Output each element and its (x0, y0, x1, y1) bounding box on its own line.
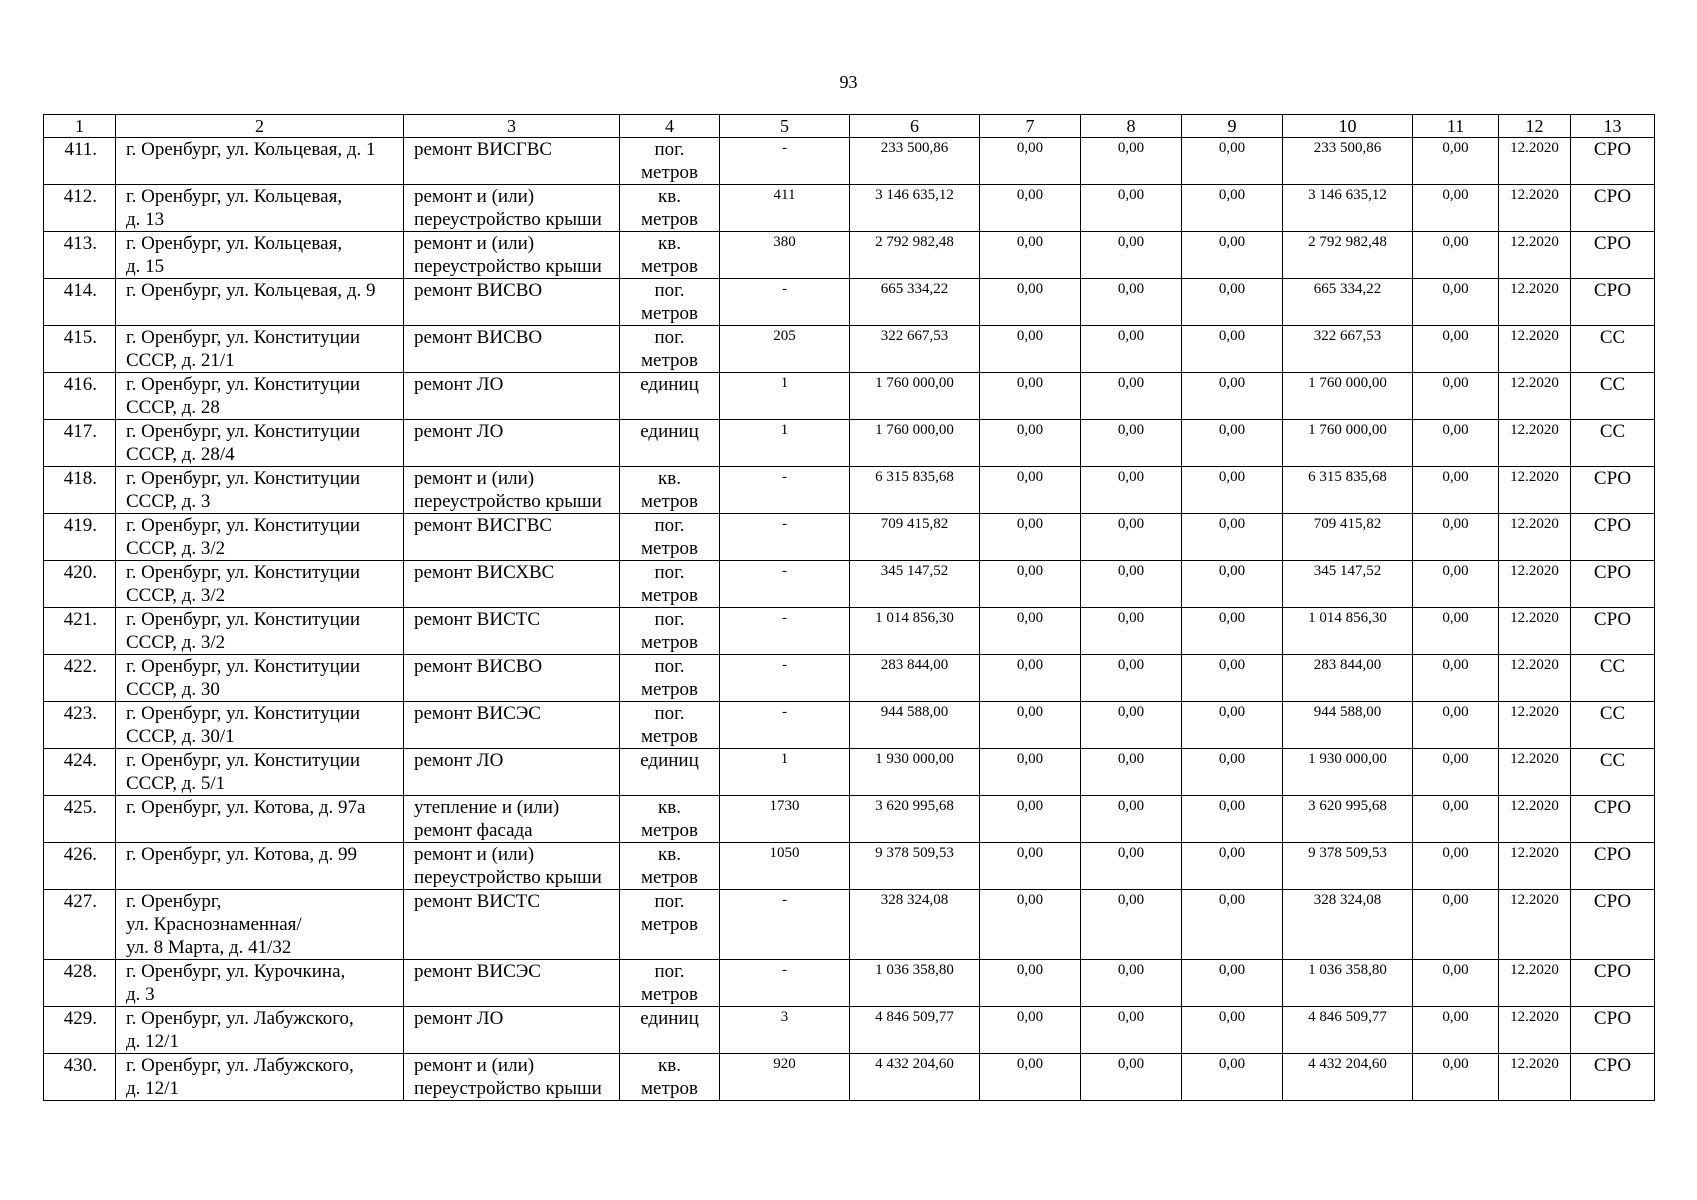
row-number: 423. (44, 702, 116, 749)
cost-col10-cell: 2 792 982,48 (1283, 232, 1413, 279)
cost-col11-cell: 0,00 (1413, 960, 1499, 1007)
cost-col9-cell: 0,00 (1182, 749, 1283, 796)
completion-date-cell: 12.2020 (1499, 561, 1571, 608)
cost-col10-cell: 6 315 835,68 (1283, 467, 1413, 514)
completion-date-cell: 12.2020 (1499, 960, 1571, 1007)
address-cell: г. Оренбург, ул. Конституции СССР, д. 3/2 (116, 514, 404, 561)
work-type-cell: утепление и (или) ремонт фасада (404, 796, 620, 843)
unit-cell: пог. метров (620, 138, 720, 185)
volume-cell: 1 (720, 420, 850, 467)
cost-col11-cell: 0,00 (1413, 749, 1499, 796)
address-cell: г. Оренбург, ул. Конституции СССР, д. 3/2 (116, 561, 404, 608)
column-header-8: 8 (1081, 115, 1182, 138)
unit-cell: пог. метров (620, 702, 720, 749)
cost-col9-cell: 0,00 (1182, 702, 1283, 749)
unit-cell: пог. метров (620, 890, 720, 960)
cost-col9-cell: 0,00 (1182, 608, 1283, 655)
table-row (44, 138, 1655, 185)
cost-col10-cell: 944 588,00 (1283, 702, 1413, 749)
row-number: 427. (44, 890, 116, 960)
completion-date-cell: 12.2020 (1499, 749, 1571, 796)
volume-cell: - (720, 467, 850, 514)
cost-col11-cell: 0,00 (1413, 890, 1499, 960)
funding-source-cell: СРО (1571, 232, 1655, 279)
total-cost-cell: 283 844,00 (850, 655, 980, 702)
unit-cell: единиц (620, 420, 720, 467)
work-type-cell: ремонт и (или) переустройство крыши (404, 185, 620, 232)
cost-col8-cell: 0,00 (1081, 1007, 1182, 1054)
cost-col9-cell: 0,00 (1182, 655, 1283, 702)
unit-cell: кв. метров (620, 1054, 720, 1101)
cost-col11-cell: 0,00 (1413, 467, 1499, 514)
row-number: 426. (44, 843, 116, 890)
cost-col10-cell: 322 667,53 (1283, 326, 1413, 373)
cost-col8-cell: 0,00 (1081, 514, 1182, 561)
cost-col7-cell: 0,00 (980, 749, 1081, 796)
cost-col8-cell: 0,00 (1081, 608, 1182, 655)
cost-col9-cell: 0,00 (1182, 420, 1283, 467)
address-cell: г. Оренбург, ул. Кольцевая, д. 13 (116, 185, 404, 232)
cost-col7-cell: 0,00 (980, 1054, 1081, 1101)
funding-source-cell: СС (1571, 420, 1655, 467)
address-cell: г. Оренбург, ул. Кольцевая, д. 1 (116, 138, 404, 185)
row-number: 425. (44, 796, 116, 843)
funding-source-cell: СРО (1571, 608, 1655, 655)
column-header-1: 1 (44, 115, 116, 138)
cost-col8-cell: 0,00 (1081, 138, 1182, 185)
table-row (44, 1054, 1655, 1101)
cost-col11-cell: 0,00 (1413, 843, 1499, 890)
cost-col10-cell: 4 846 509,77 (1283, 1007, 1413, 1054)
unit-cell: кв. метров (620, 232, 720, 279)
cost-col9-cell: 0,00 (1182, 960, 1283, 1007)
column-header-2: 2 (116, 115, 404, 138)
work-type-cell: ремонт ВИСГВС (404, 514, 620, 561)
cost-col9-cell: 0,00 (1182, 1007, 1283, 1054)
work-type-cell: ремонт ВИСВО (404, 326, 620, 373)
total-cost-cell: 665 334,22 (850, 279, 980, 326)
address-cell: г. Оренбург, ул. Краснознаменная/ ул. 8 Марта, д. 41/32 (116, 890, 404, 960)
table-row (44, 561, 1655, 608)
cost-col9-cell: 0,00 (1182, 514, 1283, 561)
work-type-cell: ремонт ЛО (404, 749, 620, 796)
cost-col8-cell: 0,00 (1081, 796, 1182, 843)
table-row (44, 608, 1655, 655)
work-type-cell: ремонт ВИСГВС (404, 138, 620, 185)
funding-source-cell: СРО (1571, 467, 1655, 514)
table-row (44, 749, 1655, 796)
completion-date-cell: 12.2020 (1499, 467, 1571, 514)
address-cell: г. Оренбург, ул. Конституции СССР, д. 30 (116, 655, 404, 702)
work-type-cell: ремонт и (или) переустройство крыши (404, 843, 620, 890)
completion-date-cell: 12.2020 (1499, 373, 1571, 420)
volume-cell: 1050 (720, 843, 850, 890)
volume-cell: 920 (720, 1054, 850, 1101)
completion-date-cell: 12.2020 (1499, 185, 1571, 232)
row-number: 413. (44, 232, 116, 279)
cost-col10-cell: 328 324,08 (1283, 890, 1413, 960)
cost-col11-cell: 0,00 (1413, 420, 1499, 467)
row-number: 420. (44, 561, 116, 608)
row-number: 422. (44, 655, 116, 702)
cost-col11-cell: 0,00 (1413, 655, 1499, 702)
completion-date-cell: 12.2020 (1499, 890, 1571, 960)
volume-cell: 3 (720, 1007, 850, 1054)
address-cell: г. Оренбург, ул. Лабужского, д. 12/1 (116, 1054, 404, 1101)
volume-cell: - (720, 890, 850, 960)
row-number: 414. (44, 279, 116, 326)
cost-col9-cell: 0,00 (1182, 467, 1283, 514)
volume-cell: 1 (720, 749, 850, 796)
cost-col9-cell: 0,00 (1182, 232, 1283, 279)
cost-col7-cell: 0,00 (980, 514, 1081, 561)
cost-col11-cell: 0,00 (1413, 1007, 1499, 1054)
volume-cell: - (720, 514, 850, 561)
work-type-cell: ремонт ВИСТС (404, 608, 620, 655)
cost-col8-cell: 0,00 (1081, 326, 1182, 373)
total-cost-cell: 944 588,00 (850, 702, 980, 749)
funding-source-cell: СРО (1571, 1007, 1655, 1054)
row-number: 415. (44, 326, 116, 373)
cost-col8-cell: 0,00 (1081, 232, 1182, 279)
cost-col8-cell: 0,00 (1081, 749, 1182, 796)
completion-date-cell: 12.2020 (1499, 1054, 1571, 1101)
table-row (44, 796, 1655, 843)
cost-col10-cell: 1 036 358,80 (1283, 960, 1413, 1007)
cost-col11-cell: 0,00 (1413, 373, 1499, 420)
address-cell: г. Оренбург, ул. Конституции СССР, д. 28 (116, 373, 404, 420)
funding-source-cell: СРО (1571, 514, 1655, 561)
column-header-9: 9 (1182, 115, 1283, 138)
work-type-cell: ремонт и (или) переустройство крыши (404, 232, 620, 279)
completion-date-cell: 12.2020 (1499, 843, 1571, 890)
funding-source-cell: СРО (1571, 1054, 1655, 1101)
cost-col7-cell: 0,00 (980, 561, 1081, 608)
cost-col7-cell: 0,00 (980, 326, 1081, 373)
cost-col7-cell: 0,00 (980, 1007, 1081, 1054)
row-number: 411. (44, 138, 116, 185)
cost-col10-cell: 665 334,22 (1283, 279, 1413, 326)
cost-col7-cell: 0,00 (980, 655, 1081, 702)
cost-col10-cell: 233 500,86 (1283, 138, 1413, 185)
cost-col9-cell: 0,00 (1182, 373, 1283, 420)
cost-col10-cell: 1 930 000,00 (1283, 749, 1413, 796)
work-type-cell: ремонт ВИСВО (404, 279, 620, 326)
table-row (44, 702, 1655, 749)
cost-col10-cell: 4 432 204,60 (1283, 1054, 1413, 1101)
volume-cell: - (720, 279, 850, 326)
cost-col10-cell: 345 147,52 (1283, 561, 1413, 608)
funding-source-cell: СРО (1571, 890, 1655, 960)
cost-col7-cell: 0,00 (980, 467, 1081, 514)
work-type-cell: ремонт ЛО (404, 420, 620, 467)
work-type-cell: ремонт и (или) переустройство крыши (404, 467, 620, 514)
cost-col7-cell: 0,00 (980, 420, 1081, 467)
page-number: 93 (839, 72, 858, 92)
work-type-cell: ремонт ВИСЭС (404, 702, 620, 749)
volume-cell: 380 (720, 232, 850, 279)
cost-col8-cell: 0,00 (1081, 185, 1182, 232)
cost-col9-cell: 0,00 (1182, 185, 1283, 232)
funding-source-cell: СРО (1571, 279, 1655, 326)
total-cost-cell: 1 760 000,00 (850, 420, 980, 467)
volume-cell: 411 (720, 185, 850, 232)
volume-cell: 1730 (720, 796, 850, 843)
cost-col8-cell: 0,00 (1081, 561, 1182, 608)
cost-col8-cell: 0,00 (1081, 467, 1182, 514)
completion-date-cell: 12.2020 (1499, 232, 1571, 279)
cost-col10-cell: 3 620 995,68 (1283, 796, 1413, 843)
table-row (44, 514, 1655, 561)
cost-col7-cell: 0,00 (980, 232, 1081, 279)
unit-cell: кв. метров (620, 843, 720, 890)
address-cell: г. Оренбург, ул. Кольцевая, д. 15 (116, 232, 404, 279)
total-cost-cell: 322 667,53 (850, 326, 980, 373)
cost-col9-cell: 0,00 (1182, 326, 1283, 373)
volume-cell: - (720, 608, 850, 655)
cost-col9-cell: 0,00 (1182, 890, 1283, 960)
volume-cell: - (720, 561, 850, 608)
table-row (44, 467, 1655, 514)
address-cell: г. Оренбург, ул. Конституции СССР, д. 3 (116, 467, 404, 514)
work-type-cell: ремонт ЛО (404, 1007, 620, 1054)
cost-col9-cell: 0,00 (1182, 1054, 1283, 1101)
funding-source-cell: СС (1571, 326, 1655, 373)
row-number: 430. (44, 1054, 116, 1101)
cost-col8-cell: 0,00 (1081, 960, 1182, 1007)
cost-col7-cell: 0,00 (980, 373, 1081, 420)
address-cell: г. Оренбург, ул. Конституции СССР, д. 3/2 (116, 608, 404, 655)
total-cost-cell: 233 500,86 (850, 138, 980, 185)
column-header-10: 10 (1283, 115, 1413, 138)
funding-source-cell: СС (1571, 702, 1655, 749)
work-type-cell: ремонт ВИСЭС (404, 960, 620, 1007)
completion-date-cell: 12.2020 (1499, 655, 1571, 702)
address-cell: г. Оренбург, ул. Конституции СССР, д. 21/1 (116, 326, 404, 373)
cost-col11-cell: 0,00 (1413, 608, 1499, 655)
column-header-12: 12 (1499, 115, 1571, 138)
cost-col8-cell: 0,00 (1081, 843, 1182, 890)
row-number: 429. (44, 1007, 116, 1054)
work-type-cell: ремонт ВИСВО (404, 655, 620, 702)
row-number: 424. (44, 749, 116, 796)
cost-col7-cell: 0,00 (980, 702, 1081, 749)
total-cost-cell: 1 930 000,00 (850, 749, 980, 796)
work-type-cell: ремонт ВИСХВС (404, 561, 620, 608)
funding-source-cell: СРО (1571, 960, 1655, 1007)
total-cost-cell: 1 036 358,80 (850, 960, 980, 1007)
funding-source-cell: СС (1571, 373, 1655, 420)
work-type-cell: ремонт ВИСТС (404, 890, 620, 960)
volume-cell: - (720, 138, 850, 185)
total-cost-cell: 6 315 835,68 (850, 467, 980, 514)
completion-date-cell: 12.2020 (1499, 1007, 1571, 1054)
funding-source-cell: СС (1571, 655, 1655, 702)
unit-cell: кв. метров (620, 467, 720, 514)
column-header-5: 5 (720, 115, 850, 138)
cost-col9-cell: 0,00 (1182, 279, 1283, 326)
completion-date-cell: 12.2020 (1499, 138, 1571, 185)
table-row (44, 890, 1655, 960)
total-cost-cell: 4 432 204,60 (850, 1054, 980, 1101)
address-cell: г. Оренбург, ул. Конституции СССР, д. 28/4 (116, 420, 404, 467)
cost-col10-cell: 283 844,00 (1283, 655, 1413, 702)
cost-col7-cell: 0,00 (980, 843, 1081, 890)
row-number: 419. (44, 514, 116, 561)
funding-source-cell: СРО (1571, 561, 1655, 608)
cost-col7-cell: 0,00 (980, 608, 1081, 655)
unit-cell: пог. метров (620, 960, 720, 1007)
funding-source-cell: СРО (1571, 843, 1655, 890)
completion-date-cell: 12.2020 (1499, 796, 1571, 843)
unit-cell: пог. метров (620, 561, 720, 608)
table-body (44, 138, 1655, 1101)
total-cost-cell: 2 792 982,48 (850, 232, 980, 279)
column-header-7: 7 (980, 115, 1081, 138)
address-cell: г. Оренбург, ул. Конституции СССР, д. 5/1 (116, 749, 404, 796)
table-row (44, 1007, 1655, 1054)
volume-cell: - (720, 702, 850, 749)
cost-col11-cell: 0,00 (1413, 514, 1499, 561)
table-row (44, 185, 1655, 232)
table-row (44, 279, 1655, 326)
table-row (44, 326, 1655, 373)
completion-date-cell: 12.2020 (1499, 608, 1571, 655)
volume-cell: - (720, 960, 850, 1007)
column-header-11: 11 (1413, 115, 1499, 138)
funding-source-cell: СС (1571, 749, 1655, 796)
table-row (44, 420, 1655, 467)
cost-col11-cell: 0,00 (1413, 138, 1499, 185)
volume-cell: 205 (720, 326, 850, 373)
row-number: 421. (44, 608, 116, 655)
table-row (44, 232, 1655, 279)
work-type-cell: ремонт ЛО (404, 373, 620, 420)
cost-col9-cell: 0,00 (1182, 843, 1283, 890)
repair-program-table (43, 114, 1655, 1101)
table-row (44, 655, 1655, 702)
row-number: 428. (44, 960, 116, 1007)
cost-col11-cell: 0,00 (1413, 702, 1499, 749)
column-header-6: 6 (850, 115, 980, 138)
table-row (44, 843, 1655, 890)
unit-cell: пог. метров (620, 279, 720, 326)
unit-cell: единиц (620, 1007, 720, 1054)
row-number: 412. (44, 185, 116, 232)
cost-col7-cell: 0,00 (980, 185, 1081, 232)
unit-cell: пог. метров (620, 655, 720, 702)
address-cell: г. Оренбург, ул. Кольцевая, д. 9 (116, 279, 404, 326)
total-cost-cell: 709 415,82 (850, 514, 980, 561)
funding-source-cell: СРО (1571, 796, 1655, 843)
cost-col8-cell: 0,00 (1081, 702, 1182, 749)
cost-col7-cell: 0,00 (980, 890, 1081, 960)
column-header-3: 3 (404, 115, 620, 138)
table-row (44, 960, 1655, 1007)
column-header-4: 4 (620, 115, 720, 138)
address-cell: г. Оренбург, ул. Котова, д. 97а (116, 796, 404, 843)
total-cost-cell: 3 620 995,68 (850, 796, 980, 843)
completion-date-cell: 12.2020 (1499, 514, 1571, 561)
cost-col9-cell: 0,00 (1182, 561, 1283, 608)
row-number: 418. (44, 467, 116, 514)
unit-cell: пог. метров (620, 514, 720, 561)
total-cost-cell: 4 846 509,77 (850, 1007, 980, 1054)
cost-col8-cell: 0,00 (1081, 279, 1182, 326)
cost-col10-cell: 3 146 635,12 (1283, 185, 1413, 232)
cost-col10-cell: 1 014 856,30 (1283, 608, 1413, 655)
unit-cell: единиц (620, 749, 720, 796)
cost-col7-cell: 0,00 (980, 279, 1081, 326)
unit-cell: кв. метров (620, 185, 720, 232)
unit-cell: кв. метров (620, 796, 720, 843)
cost-col11-cell: 0,00 (1413, 1054, 1499, 1101)
volume-cell: - (720, 655, 850, 702)
unit-cell: единиц (620, 373, 720, 420)
unit-cell: пог. метров (620, 326, 720, 373)
cost-col9-cell: 0,00 (1182, 796, 1283, 843)
cost-col7-cell: 0,00 (980, 138, 1081, 185)
address-cell: г. Оренбург, ул. Лабужского, д. 12/1 (116, 1007, 404, 1054)
cost-col10-cell: 1 760 000,00 (1283, 373, 1413, 420)
total-cost-cell: 1 014 856,30 (850, 608, 980, 655)
cost-col11-cell: 0,00 (1413, 232, 1499, 279)
funding-source-cell: СРО (1571, 185, 1655, 232)
total-cost-cell: 1 760 000,00 (850, 373, 980, 420)
column-header-13: 13 (1571, 115, 1655, 138)
cost-col11-cell: 0,00 (1413, 185, 1499, 232)
total-cost-cell: 345 147,52 (850, 561, 980, 608)
cost-col8-cell: 0,00 (1081, 373, 1182, 420)
completion-date-cell: 12.2020 (1499, 420, 1571, 467)
funding-source-cell: СРО (1571, 138, 1655, 185)
work-type-cell: ремонт и (или) переустройство крыши (404, 1054, 620, 1101)
address-cell: г. Оренбург, ул. Котова, д. 99 (116, 843, 404, 890)
completion-date-cell: 12.2020 (1499, 326, 1571, 373)
cost-col8-cell: 0,00 (1081, 890, 1182, 960)
cost-col10-cell: 1 760 000,00 (1283, 420, 1413, 467)
total-cost-cell: 3 146 635,12 (850, 185, 980, 232)
cost-col10-cell: 9 378 509,53 (1283, 843, 1413, 890)
row-number: 416. (44, 373, 116, 420)
total-cost-cell: 328 324,08 (850, 890, 980, 960)
completion-date-cell: 12.2020 (1499, 279, 1571, 326)
completion-date-cell: 12.2020 (1499, 702, 1571, 749)
cost-col8-cell: 0,00 (1081, 420, 1182, 467)
unit-cell: пог. метров (620, 608, 720, 655)
address-cell: г. Оренбург, ул. Конституции СССР, д. 30/1 (116, 702, 404, 749)
address-cell: г. Оренбург, ул. Курочкина, д. 3 (116, 960, 404, 1007)
cost-col11-cell: 0,00 (1413, 561, 1499, 608)
cost-col8-cell: 0,00 (1081, 1054, 1182, 1101)
cost-col8-cell: 0,00 (1081, 655, 1182, 702)
header-row (44, 115, 1655, 138)
cost-col7-cell: 0,00 (980, 796, 1081, 843)
cost-col11-cell: 0,00 (1413, 326, 1499, 373)
cost-col7-cell: 0,00 (980, 960, 1081, 1007)
volume-cell: 1 (720, 373, 850, 420)
total-cost-cell: 9 378 509,53 (850, 843, 980, 890)
cost-col11-cell: 0,00 (1413, 796, 1499, 843)
cost-col10-cell: 709 415,82 (1283, 514, 1413, 561)
row-number: 417. (44, 420, 116, 467)
cost-col9-cell: 0,00 (1182, 138, 1283, 185)
cost-col11-cell: 0,00 (1413, 279, 1499, 326)
table-row (44, 373, 1655, 420)
